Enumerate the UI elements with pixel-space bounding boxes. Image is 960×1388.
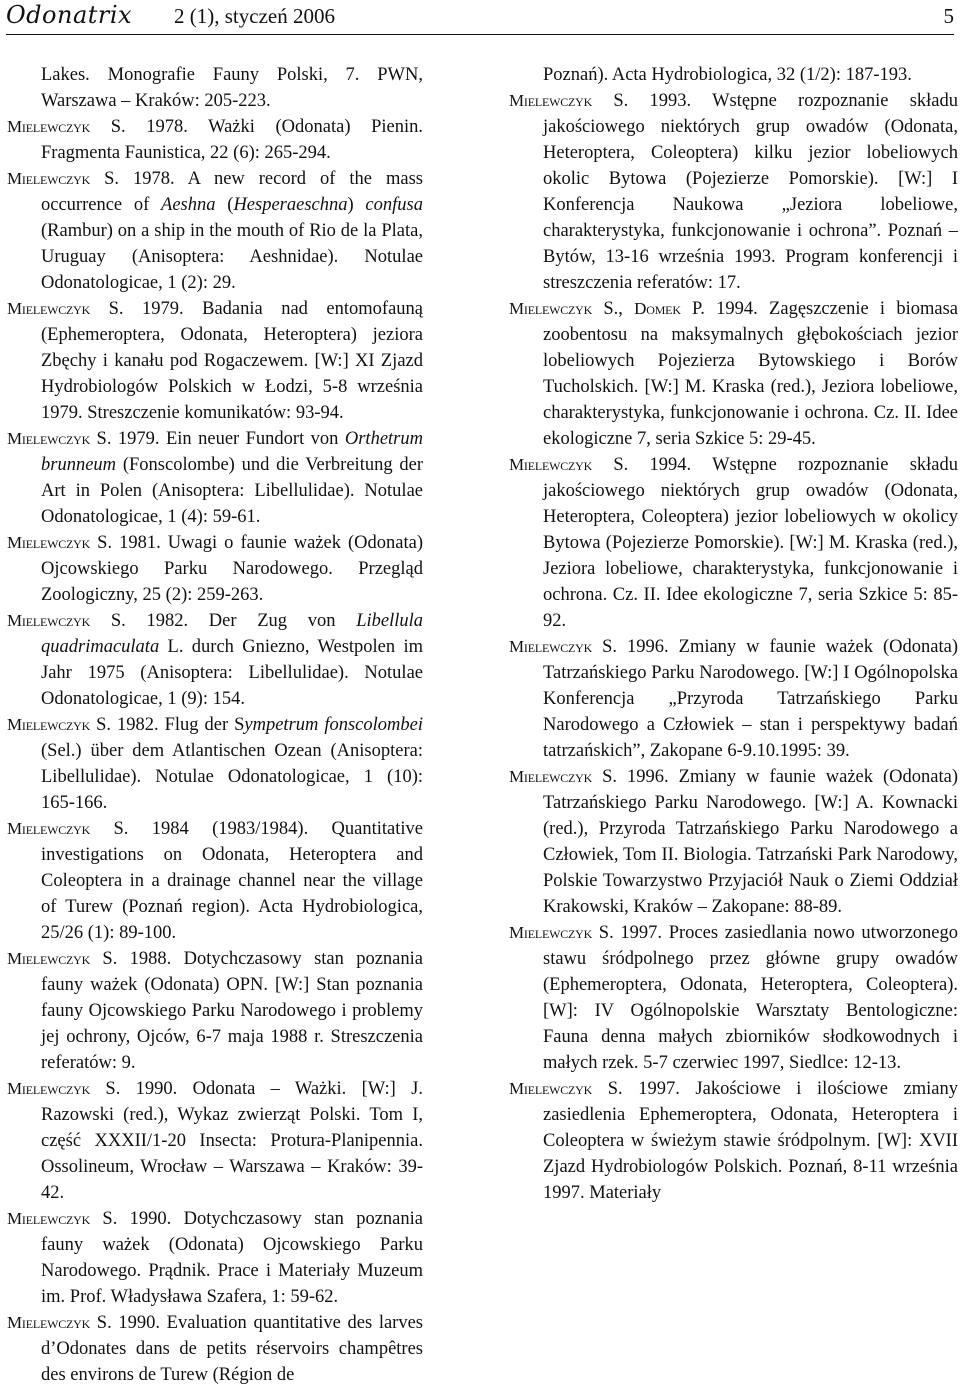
author-name: Mielewczyk bbox=[7, 819, 91, 838]
reference-entry bbox=[7, 296, 423, 426]
author-name: Mielewczyk bbox=[7, 1313, 91, 1332]
left-column bbox=[7, 62, 423, 1388]
reference-text: (Sel.) über dem Atlantischen Ozean (Anisoptera: Libellulidae). Notulae Odonatologicae, 1 (10): 165-166. bbox=[41, 741, 423, 813]
reference-text: Lakes. Monografie Fauny Polski, 7. PWN, Warszawa – Kraków: 205-223. bbox=[41, 65, 423, 111]
reference-text: S. 1982. Flug der S bbox=[90, 715, 245, 735]
reference-entry bbox=[7, 608, 423, 712]
italic-text: Aeshna bbox=[161, 195, 216, 215]
right-column bbox=[509, 62, 958, 1206]
reference-text: S. 1994. Wstępne rozpoznanie składu jakościowego niektórych grup owadów (Odonata, Heteroptera, Coleoptera) jezior lobeliowych w okolicy Bytowa (Pojezierze Pomorskie). [W:] M. Kraska (red.), Jeziora lobeliowe, charakterystyka, funkcjonowanie i ochrona. Cz. II. Idee ekologiczne 7, seria Szkice 5: 85-92. bbox=[543, 455, 958, 631]
issue-info: 2 (1), styczeń 2006 bbox=[174, 4, 335, 28]
author-name: Mielewczyk bbox=[7, 429, 91, 448]
reference-entry bbox=[7, 166, 423, 296]
author-name: Mielewczyk bbox=[509, 1079, 593, 1098]
author-name: Mielewczyk bbox=[7, 299, 91, 318]
reference-text: S. 1997. Proces zasiedlania nowo utworzonego stawu śródpolnego przez główne grupy owadów (Ephemeroptera, Odonata, Heteroptera, Coleoptera). [W]: IV Ogólnopolskie Warsztaty Bentologiczne: Fauna denna małych zbiorników słodkowodnych i małych rzek. 5-7 czerwiec 1997, Siedlce: 12-13. bbox=[543, 923, 958, 1073]
author-name: Mielewczyk bbox=[7, 611, 91, 630]
reference-entry bbox=[7, 530, 423, 608]
author-name: Domek bbox=[634, 299, 681, 318]
reference-text: S. 1990. Odonata – Ważki. [W:] J. Razowski (red.), Wykaz zwierząt Polski. Tom I, część XXXII/1-20 Insecta: Protura-Planipennia. Ossolineum, Wrocław – Warszawa – Kraków: 39-42. bbox=[41, 1079, 423, 1203]
author-name: Mielewczyk bbox=[7, 117, 91, 136]
page-number: 5 bbox=[943, 4, 954, 28]
reference-text: S. 1978. Ważki (Odonata) Pienin. Fragmenta Faunistica, 22 (6): 265-294. bbox=[41, 117, 423, 163]
reference-text: P. 1994. Zagęszczenie i biomasa zoobentosu na maksymalnych głębokościach jezior lobeliowych Pojezierza Bytowskiego i Borów Tucholskich. [W:] M. Kraska (red.), Jeziora lobeliowe, charakterystyka, funkcjonowanie i ochrona. Cz. II. Idee ekologiczne 7, seria Szkice 5: 29-45. bbox=[543, 299, 958, 449]
reference-text: S. 1997. Jakościowe i ilościowe zmiany zasiedlenia Ephemeroptera, Odonata, Heteroptera i Coleoptera w świeżym stawie śródpolnym. [W]: XVII Zjazd Hydrobiologów Polskich. Poznań, 8-11 września 1997. Materiały bbox=[543, 1079, 958, 1203]
author-name: Mielewczyk bbox=[7, 949, 91, 968]
reference-entry bbox=[7, 1206, 423, 1310]
italic-text: Orthetrum brunneum bbox=[41, 429, 423, 475]
reference-text: S. 1978. A new record of the mass occurrence of bbox=[41, 169, 423, 215]
reference-text: (Rambur) on a ship in the mouth of Rio de la Plata, Uruguay (Anisoptera: Aeshnidae). Notulae Odonatologicae, 1 (2): 29. bbox=[41, 221, 423, 293]
journal-title: Odonatrix bbox=[6, 1, 133, 29]
author-name: Mielewczyk bbox=[7, 715, 91, 734]
author-name: Mielewczyk bbox=[7, 1209, 91, 1228]
reference-entry bbox=[509, 1076, 958, 1206]
page-header bbox=[6, 0, 954, 35]
author-name: Mielewczyk bbox=[7, 533, 91, 552]
author-name: Mielewczyk bbox=[509, 637, 593, 656]
reference-text: Poznań). Acta Hydrobiologica, 32 (1/2): 187-193. bbox=[543, 65, 912, 85]
reference-entry bbox=[509, 296, 958, 452]
reference-entry bbox=[7, 426, 423, 530]
author-name: Mielewczyk bbox=[7, 169, 91, 188]
author-name: Mielewczyk bbox=[7, 1079, 91, 1098]
reference-entry bbox=[7, 1076, 423, 1206]
reference-entry bbox=[7, 62, 423, 114]
author-name: Mielewczyk bbox=[509, 923, 593, 942]
reference-text: S. 1990. Dotychczasowy stan poznania fauny ważek (Odonata) Ojcowskiego Parku Narodowego. Prądnik. Prace i Materiały Muzeum im. Prof. Władysława Szafera, 1: 59-62. bbox=[41, 1209, 423, 1307]
italic-text: Libellula quadrimaculata bbox=[41, 611, 423, 657]
reference-text: S. 1990. Evaluation quantitative des larves d’Odonates dans de petits réservoirs champêtres des environs de Turew (Région de bbox=[41, 1313, 423, 1385]
reference-entry bbox=[7, 816, 423, 946]
author-name: Mielewczyk bbox=[509, 91, 593, 110]
reference-text: (Fonscolombe) und die Verbreitung der Art in Polen (Anisoptera: Libellulidae). Notulae Odonatologicae, 1 (4): 59-61. bbox=[41, 455, 423, 527]
reference-text: S., bbox=[592, 299, 635, 319]
reference-text: S. 1979. Badania nad entomofauną (Ephemeroptera, Odonata, Heteroptera) jeziora Zbęchy i kanału pod Rogaczewem. [W:] XI Zjazd Hydrobiologów Polskich w Łodzi, 5-8 września 1979. Streszczenie komunikatów: 93-94. bbox=[41, 299, 423, 423]
reference-text: ( bbox=[215, 195, 234, 215]
reference-entry bbox=[7, 1310, 423, 1388]
reference-text: S. 1979. Ein neuer Fundort von bbox=[90, 429, 345, 449]
reference-entry bbox=[509, 88, 958, 296]
reference-entry bbox=[509, 764, 958, 920]
italic-text: ympetrum fonscolombei bbox=[244, 715, 423, 735]
reference-entry bbox=[509, 452, 958, 634]
reference-entry bbox=[509, 634, 958, 764]
reference-text: S. 1996. Zmiany w faunie ważek (Odonata) Tatrzańskiego Parku Narodowego. [W:] A. Kownacki (red.), Przyroda Tatrzańskiego Parku Narodowego a Człowiek, Tom II. Biologia. Tatrzański Park Narodowy, Polskie Towarzystwo Przyjaciół Nauk o Ziemi Oddział Krakowski, Kraków – Zakopane: 88-89. bbox=[543, 767, 958, 917]
reference-entry bbox=[509, 920, 958, 1076]
reference-text: S. 1993. Wstępne rozpoznanie składu jakościowego niektórych grup owadów (Odonata, Heteroptera, Coleoptera) kilku jezior lobeliowych okolic Bytowa (Pojezierze Pomorskie). [W:] I Konferencja Naukowa „Jeziora lobeliowe, charakterystyka, funkcjonowanie i ochrona”. Poznań – Bytów, 13-16 września 1993. Program konferencji i streszczenia referatów: 17. bbox=[543, 91, 958, 293]
reference-entry bbox=[509, 62, 958, 88]
reference-entry bbox=[7, 712, 423, 816]
italic-text: Hesperaeschna bbox=[233, 195, 348, 215]
reference-text: S. 1981. Uwagi o faunie ważek (Odonata) Ojcowskiego Parku Narodowego. Przegląd Zoologiczny, 25 (2): 259-263. bbox=[41, 533, 423, 605]
reference-text: L. durch Gniezno, Westpolen im Jahr 1975 (Anisoptera: Libellulidae). Notulae Odonatologicae, 1 (9): 154. bbox=[41, 637, 423, 709]
author-name: Mielewczyk bbox=[509, 299, 593, 318]
italic-text: confusa bbox=[365, 195, 423, 215]
reference-text: S. 1996. Zmiany w faunie ważek (Odonata) Tatrzańskiego Parku Narodowego. [W:] I Ogólnopolska Konferencja „Przyroda Tatrzańskiego Parku Narodowego a Człowiek – stan i perspektywy badań tatrzańskich”, Zakopane 6-9.10.1995: 39. bbox=[543, 637, 958, 761]
reference-text: S. 1982. Der Zug von bbox=[90, 611, 357, 631]
author-name: Mielewczyk bbox=[509, 455, 593, 474]
author-name: Mielewczyk bbox=[509, 767, 593, 786]
reference-text: ) bbox=[347, 195, 366, 215]
reference-text: S. 1984 (1983/1984). Quantitative investigations on Odonata, Heteroptera and Coleoptera in a drainage channel near the village of Turew (Poznań region). Acta Hydrobiologica, 25/26 (1): 89-100. bbox=[41, 819, 423, 943]
reference-entry bbox=[7, 946, 423, 1076]
reference-text: S. 1988. Dotychczasowy stan poznania fauny ważek (Odonata) OPN. [W:] Stan poznania fauny Ojcowskiego Parku Narodowego i problemy jej ochrony, Ojców, 6-7 maja 1988 r. Streszczenia referatów: 9. bbox=[41, 949, 423, 1073]
reference-entry bbox=[7, 114, 423, 166]
